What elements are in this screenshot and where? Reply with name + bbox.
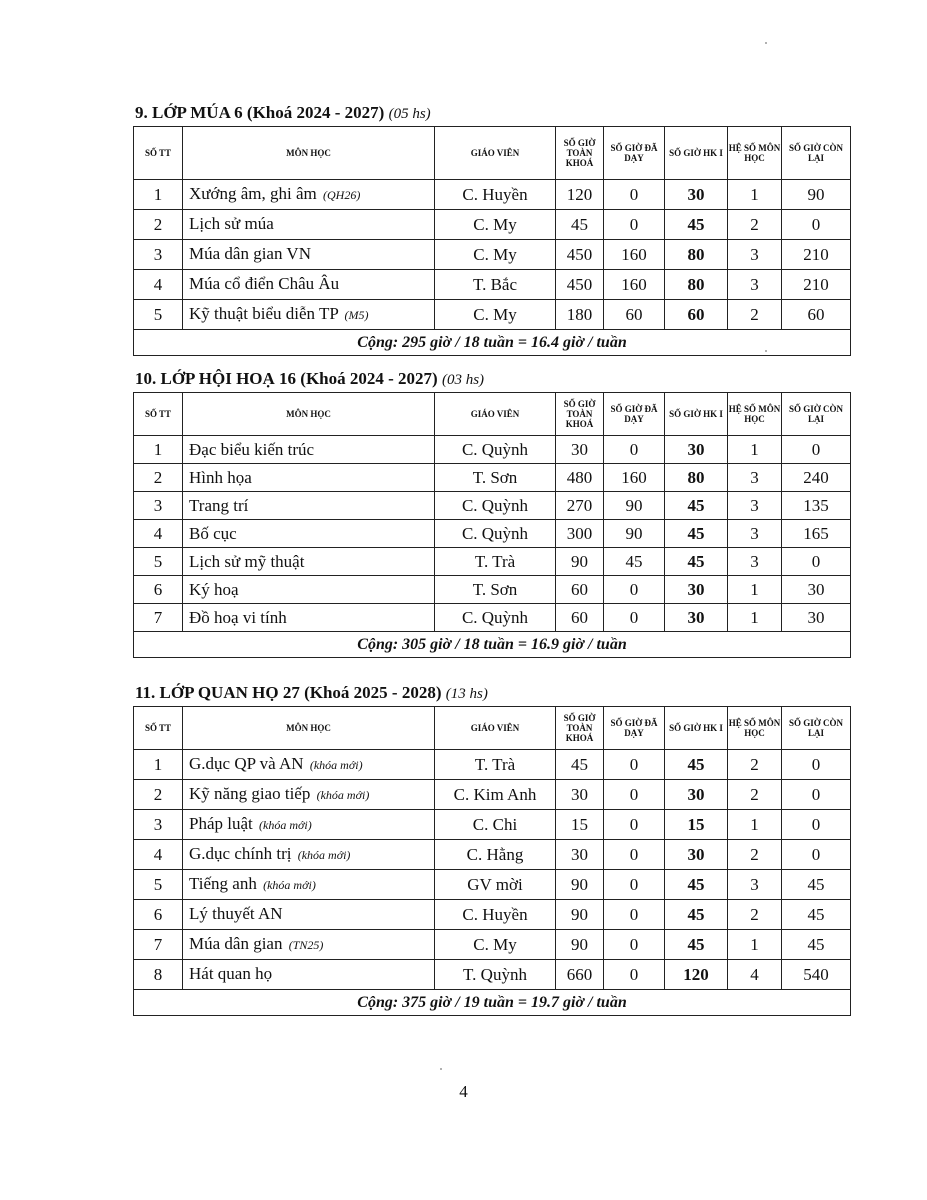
cell-coef: 1 (728, 180, 782, 210)
cell-total: 120 (556, 180, 604, 210)
subject-name: Ký hoạ (189, 580, 239, 599)
cell-teacher: T. Sơn (435, 464, 556, 492)
cell-coef: 4 (728, 960, 782, 990)
cell-teacher: C. My (435, 240, 556, 270)
cell-subject (183, 840, 435, 870)
cell-remaining: 0 (782, 840, 851, 870)
subject-name: Múa cổ điển Châu Âu (189, 274, 340, 293)
cell-hk1: 45 (665, 520, 728, 548)
header-subject: MÔN HỌC (183, 393, 435, 436)
subject-name: Pháp luật (189, 814, 253, 833)
cell-remaining: 165 (782, 520, 851, 548)
cell-taught: 0 (604, 840, 665, 870)
table-row (134, 436, 851, 464)
subject-name: Múa dân gian (189, 934, 283, 953)
total-row (134, 330, 851, 356)
subject-name: Xướng âm, ghi âm (189, 184, 317, 203)
cell-teacher: C. Kim Anh (435, 780, 556, 810)
cell-subject (183, 300, 435, 330)
cell-remaining: 60 (782, 300, 851, 330)
section-hoi-hoa-16 (133, 369, 850, 658)
cell-teacher: C. Huyền (435, 900, 556, 930)
header-remaining: SỐ GIỜ CÒN LẠI (782, 127, 851, 180)
subject-name: Hát quan họ (189, 964, 273, 983)
cell-teacher: GV mời (435, 870, 556, 900)
cell-remaining: 0 (782, 436, 851, 464)
cell-stt: 5 (134, 548, 183, 576)
subject-note: (khóa mới) (263, 878, 316, 892)
header-hk1: SỐ GIỜ HK I (665, 707, 728, 750)
table-row (134, 520, 851, 548)
subject-name: Bố cục (189, 524, 237, 543)
scan-speck (440, 1068, 442, 1070)
header-remaining: SỐ GIỜ CÒN LẠI (782, 707, 851, 750)
cell-subject (183, 464, 435, 492)
cell-stt: 5 (134, 870, 183, 900)
cell-remaining: 135 (782, 492, 851, 520)
section-heading (135, 683, 850, 704)
cell-remaining: 540 (782, 960, 851, 990)
cell-taught: 160 (604, 270, 665, 300)
cell-total: 45 (556, 750, 604, 780)
subject-name: Hình họa (189, 468, 252, 487)
cell-taught: 0 (604, 930, 665, 960)
subject-note: (khóa mới) (297, 848, 351, 862)
cell-hk1: 45 (665, 548, 728, 576)
cell-coef: 1 (728, 604, 782, 632)
header-taught: SỐ GIỜ ĐÃ DẠY (604, 707, 665, 750)
cell-total: 270 (556, 492, 604, 520)
cell-hk1: 30 (665, 436, 728, 464)
cell-taught: 0 (604, 900, 665, 930)
cell-total: 300 (556, 520, 604, 548)
cell-total: 450 (556, 270, 604, 300)
cell-remaining: 0 (782, 210, 851, 240)
cell-taught: 0 (604, 180, 665, 210)
subject-name: Đạc biểu kiến trúc (189, 440, 315, 459)
cell-teacher: T. Trà (435, 548, 556, 576)
total-summary: Cộng: 295 giờ / 18 tuần = 16.4 giờ / tuần (134, 330, 851, 356)
cell-taught: 0 (604, 210, 665, 240)
table-row (134, 240, 851, 270)
cell-remaining: 45 (782, 900, 851, 930)
header-subject: MÔN HỌC (183, 127, 435, 180)
cell-coef: 3 (728, 492, 782, 520)
cell-hk1: 15 (665, 810, 728, 840)
table-row (134, 576, 851, 604)
cell-teacher: C. Quỳnh (435, 436, 556, 464)
section-students: (05 hs) (388, 106, 431, 122)
cell-coef: 2 (728, 300, 782, 330)
header-stt: SỐ TT (134, 127, 183, 180)
subject-name: Đồ hoạ vi tính (189, 608, 287, 627)
subject-name: Lịch sử mỹ thuật (189, 552, 305, 571)
cell-taught: 160 (604, 464, 665, 492)
cell-coef: 3 (728, 548, 782, 576)
section-course: (Khoá 2024 - 2027) (300, 369, 438, 388)
cell-subject (183, 780, 435, 810)
subject-name: Lý thuyết AN (189, 904, 283, 923)
cell-remaining: 45 (782, 870, 851, 900)
cell-coef: 1 (728, 930, 782, 960)
cell-hk1: 45 (665, 210, 728, 240)
schedule-table (133, 126, 851, 356)
cell-hk1: 30 (665, 840, 728, 870)
cell-subject (183, 492, 435, 520)
cell-taught: 90 (604, 492, 665, 520)
table-row (134, 810, 851, 840)
cell-teacher: T. Quỳnh (435, 960, 556, 990)
cell-remaining: 30 (782, 604, 851, 632)
total-summary: Cộng: 375 giờ / 19 tuần = 19.7 giờ / tuần (134, 990, 851, 1016)
cell-subject (183, 810, 435, 840)
cell-coef: 3 (728, 270, 782, 300)
cell-subject (183, 436, 435, 464)
section-quan-ho-27 (133, 683, 850, 1016)
subject-note: (TN25) (288, 938, 324, 952)
cell-coef: 1 (728, 576, 782, 604)
cell-stt: 7 (134, 604, 183, 632)
cell-teacher: C. My (435, 930, 556, 960)
cell-teacher: T. Sơn (435, 576, 556, 604)
cell-hk1: 30 (665, 780, 728, 810)
cell-teacher: T. Trà (435, 750, 556, 780)
table-row (134, 604, 851, 632)
cell-stt: 3 (134, 240, 183, 270)
cell-total: 450 (556, 240, 604, 270)
cell-taught: 0 (604, 780, 665, 810)
cell-hk1: 30 (665, 180, 728, 210)
cell-teacher: C. Huyền (435, 180, 556, 210)
subject-name: Tiếng anh (189, 874, 257, 893)
header-stt: SỐ TT (134, 707, 183, 750)
section-students: (13 hs) (445, 686, 488, 702)
subject-name: G.dục chính trị (189, 844, 292, 863)
cell-stt: 8 (134, 960, 183, 990)
table-row (134, 492, 851, 520)
cell-total: 660 (556, 960, 604, 990)
cell-hk1: 80 (665, 240, 728, 270)
cell-stt: 6 (134, 576, 183, 604)
header-total-hours: SỐ GIỜ TOÀN KHOÁ (556, 707, 604, 750)
cell-subject (183, 240, 435, 270)
header-total-hours: SỐ GIỜ TOÀN KHOÁ (556, 127, 604, 180)
scan-speck (765, 350, 767, 352)
header-coef: HỆ SỐ MÔN HỌC (728, 707, 782, 750)
cell-stt: 2 (134, 464, 183, 492)
cell-subject (183, 960, 435, 990)
section-title: 10. LỚP HỘI HOẠ 16 (135, 369, 297, 388)
cell-hk1: 120 (665, 960, 728, 990)
cell-hk1: 60 (665, 300, 728, 330)
cell-total: 480 (556, 464, 604, 492)
subject-name: Múa dân gian VN (189, 244, 311, 263)
cell-remaining: 210 (782, 270, 851, 300)
cell-hk1: 80 (665, 464, 728, 492)
cell-remaining: 0 (782, 750, 851, 780)
cell-coef: 2 (728, 210, 782, 240)
section-mua-6 (133, 103, 850, 356)
page-number: 4 (459, 1082, 468, 1101)
table-row (134, 464, 851, 492)
header-total-hours: SỐ GIỜ TOÀN KHOÁ (556, 393, 604, 436)
cell-total: 180 (556, 300, 604, 330)
cell-total: 15 (556, 810, 604, 840)
subject-name: Kỹ năng giao tiếp (189, 784, 311, 803)
table-row (134, 900, 851, 930)
subject-note: (QH26) (323, 188, 361, 202)
header-taught: SỐ GIỜ ĐÃ DẠY (604, 393, 665, 436)
cell-hk1: 45 (665, 492, 728, 520)
cell-total: 60 (556, 576, 604, 604)
subject-name: G.dục QP và AN (189, 754, 304, 773)
cell-stt: 2 (134, 210, 183, 240)
subject-note: (khóa mới) (309, 758, 363, 772)
schedule-table (133, 706, 851, 1016)
cell-coef: 1 (728, 436, 782, 464)
cell-taught: 0 (604, 960, 665, 990)
header-hk1: SỐ GIỜ HK I (665, 393, 728, 436)
cell-subject (183, 548, 435, 576)
cell-stt: 2 (134, 780, 183, 810)
cell-teacher: C. My (435, 210, 556, 240)
schedule-table (133, 392, 851, 658)
subject-note: (khóa mới) (259, 818, 312, 832)
cell-total: 90 (556, 930, 604, 960)
table-row (134, 930, 851, 960)
cell-hk1: 45 (665, 900, 728, 930)
section-course: (Khoá 2025 - 2028) (304, 683, 442, 702)
cell-teacher: C. Quỳnh (435, 492, 556, 520)
cell-hk1: 45 (665, 870, 728, 900)
cell-coef: 3 (728, 464, 782, 492)
table-row (134, 180, 851, 210)
table-row (134, 840, 851, 870)
table-row (134, 750, 851, 780)
header-coef: HỆ SỐ MÔN HỌC (728, 127, 782, 180)
header-hk1: SỐ GIỜ HK I (665, 127, 728, 180)
section-title: 11. LỚP QUAN HỌ 27 (135, 683, 300, 702)
cell-hk1: 80 (665, 270, 728, 300)
cell-stt: 1 (134, 750, 183, 780)
cell-stt: 1 (134, 180, 183, 210)
cell-subject (183, 750, 435, 780)
header-row (134, 127, 851, 180)
section-students: (03 hs) (441, 372, 485, 388)
cell-stt: 4 (134, 520, 183, 548)
header-subject: MÔN HỌC (183, 707, 435, 750)
cell-coef: 1 (728, 810, 782, 840)
cell-remaining: 0 (782, 810, 851, 840)
table-row (134, 270, 851, 300)
scan-speck (765, 42, 767, 44)
cell-total: 30 (556, 436, 604, 464)
cell-taught: 0 (604, 870, 665, 900)
cell-remaining: 45 (782, 930, 851, 960)
cell-subject (183, 900, 435, 930)
cell-total: 45 (556, 210, 604, 240)
cell-coef: 2 (728, 840, 782, 870)
cell-teacher: C. My (435, 300, 556, 330)
header-teacher: GIÁO VIÊN (435, 393, 556, 436)
cell-stt: 1 (134, 436, 183, 464)
table-row (134, 210, 851, 240)
cell-total: 30 (556, 780, 604, 810)
section-heading (135, 103, 850, 124)
cell-remaining: 0 (782, 780, 851, 810)
cell-stt: 7 (134, 930, 183, 960)
cell-taught: 0 (604, 436, 665, 464)
table-row (134, 548, 851, 576)
cell-teacher: T. Bắc (435, 270, 556, 300)
subject-note: (M5) (344, 308, 369, 322)
cell-subject (183, 930, 435, 960)
cell-remaining: 30 (782, 576, 851, 604)
cell-taught: 160 (604, 240, 665, 270)
cell-teacher: C. Quỳnh (435, 520, 556, 548)
cell-remaining: 240 (782, 464, 851, 492)
header-teacher: GIÁO VIÊN (435, 127, 556, 180)
header-taught: SỐ GIỜ ĐÃ DẠY (604, 127, 665, 180)
cell-stt: 5 (134, 300, 183, 330)
subject-name: Lịch sử múa (189, 214, 274, 233)
section-course: (Khoá 2024 - 2027) (246, 103, 385, 122)
table-row (134, 780, 851, 810)
cell-taught: 0 (604, 604, 665, 632)
cell-coef: 2 (728, 900, 782, 930)
cell-coef: 3 (728, 240, 782, 270)
cell-taught: 45 (604, 548, 665, 576)
cell-coef: 2 (728, 780, 782, 810)
cell-hk1: 45 (665, 750, 728, 780)
cell-subject (183, 576, 435, 604)
cell-coef: 3 (728, 520, 782, 548)
cell-total: 90 (556, 870, 604, 900)
cell-teacher: C. Quỳnh (435, 604, 556, 632)
cell-taught: 0 (604, 750, 665, 780)
total-row (134, 632, 851, 658)
header-remaining: SỐ GIỜ CÒN LẠI (782, 393, 851, 436)
cell-stt: 4 (134, 840, 183, 870)
cell-total: 90 (556, 548, 604, 576)
cell-total: 60 (556, 604, 604, 632)
cell-remaining: 90 (782, 180, 851, 210)
subject-note: (khóa mới) (316, 788, 370, 802)
cell-hk1: 30 (665, 576, 728, 604)
header-coef: HỆ SỐ MÔN HỌC (728, 393, 782, 436)
table-row (134, 960, 851, 990)
cell-taught: 0 (604, 576, 665, 604)
cell-subject (183, 180, 435, 210)
header-row (134, 393, 851, 436)
cell-hk1: 45 (665, 930, 728, 960)
cell-remaining: 210 (782, 240, 851, 270)
section-heading (135, 369, 850, 390)
total-row (134, 990, 851, 1016)
cell-stt: 6 (134, 900, 183, 930)
header-teacher: GIÁO VIÊN (435, 707, 556, 750)
table-row (134, 870, 851, 900)
total-summary: Cộng: 305 giờ / 18 tuần = 16.9 giờ / tuần (134, 632, 851, 658)
cell-hk1: 30 (665, 604, 728, 632)
cell-subject (183, 870, 435, 900)
cell-taught: 60 (604, 300, 665, 330)
section-title: 9. LỚP MÚA 6 (135, 103, 243, 122)
cell-stt: 3 (134, 810, 183, 840)
cell-subject (183, 604, 435, 632)
cell-subject (183, 270, 435, 300)
cell-subject (183, 520, 435, 548)
header-row (134, 707, 851, 750)
cell-teacher: C. Chi (435, 810, 556, 840)
cell-remaining: 0 (782, 548, 851, 576)
cell-taught: 0 (604, 810, 665, 840)
cell-stt: 4 (134, 270, 183, 300)
subject-name: Kỹ thuật biểu diễn TP (189, 304, 339, 323)
cell-total: 30 (556, 840, 604, 870)
cell-total: 90 (556, 900, 604, 930)
header-stt: SỐ TT (134, 393, 183, 436)
cell-coef: 2 (728, 750, 782, 780)
subject-name: Trang trí (189, 496, 249, 515)
cell-subject (183, 210, 435, 240)
cell-coef: 3 (728, 870, 782, 900)
cell-stt: 3 (134, 492, 183, 520)
table-row (134, 300, 851, 330)
cell-teacher: C. Hằng (435, 840, 556, 870)
cell-taught: 90 (604, 520, 665, 548)
